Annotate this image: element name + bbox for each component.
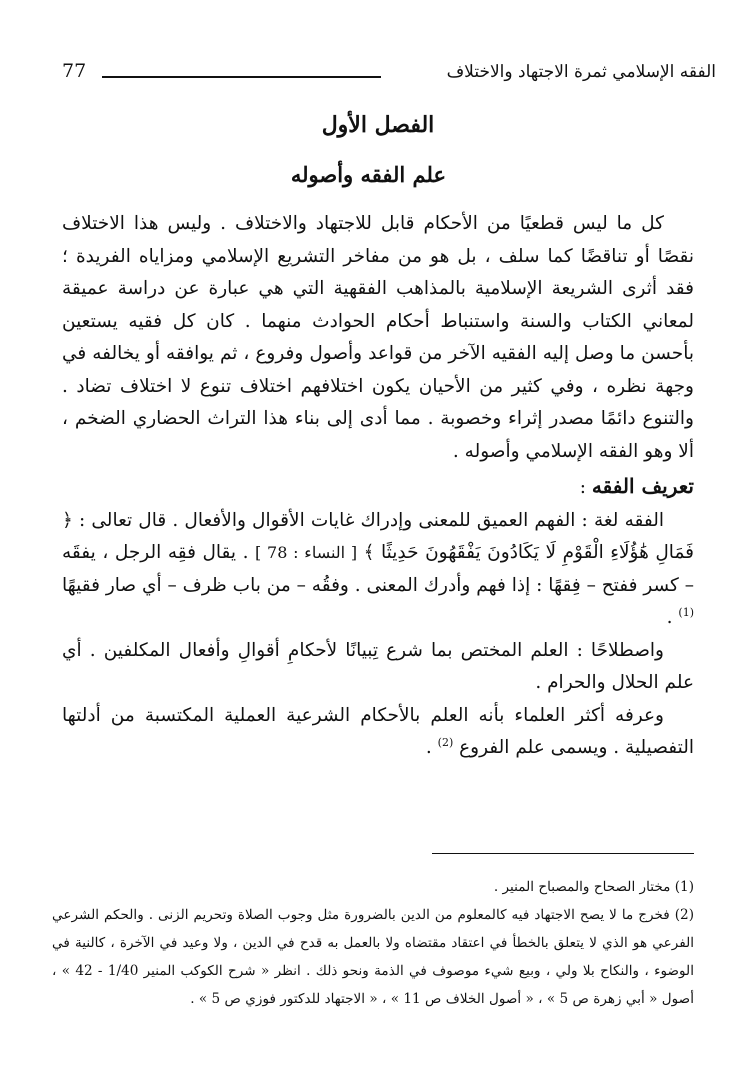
quran-verse: ﴿ فَمَالِ هَٰؤُلَاءِ الْقَوْمِ لَا يَكَادُونَ يَفْقَهُونَ حَدِيثًا ﴾ bbox=[62, 509, 694, 563]
linguistic-definition-continuation: . يقال فقِه الرجل ، يفقَه – كسر ففتح – فِقهًا : إذا فهم وأدرك المعنى . وفقُه – من باب ظرف – أي صار فقيهًا bbox=[62, 542, 694, 596]
technical-definition: واصطلاحًا : العلم المختص بما شرع تِبيانًا لأحكامِ أقوالِ وأفعال المكلفين . أي علم الحلال والحرام . bbox=[62, 639, 694, 693]
footnote-2: (2) فخرج ما لا يصح الاجتهاد فيه كالمعلوم من الدين بالضرورة مثل وجوب الصلاة وتحريم الزنى . والحكم الشرعي الفرعي هو الذي لا يتعلق بالخطأ في اعتقاد مقتضاه ولا بالعمل به قدح في الدين ، ولا وعيد في الآخرة ، كالنية في الوضوء ، والنكاح بلا ولي ، وبيع شيء موصوف في الذمة ونحو ذلك . انظر « شرح الكوكب المنير 1/40 - 42 » ، أصول « أبي زهرة ص 5 » ، « أصول الخلاف ص 11 » ، « الاجتهاد للدكتور فوزي ص 5 » . bbox=[52, 907, 694, 1007]
linguistic-definition bbox=[62, 505, 694, 635]
footnote-marker-1: (1) bbox=[678, 605, 694, 619]
page-number: 77 bbox=[62, 60, 87, 82]
chapter-title: الفصل الأول bbox=[321, 112, 435, 138]
main-text bbox=[62, 208, 694, 765]
scholars-definition-text: وعرفه أكثر العلماء بأنه العلم بالأحكام الشرعية العملية المكتسبة من أدلتها التفصيلية . ويسمى علم الفروع bbox=[62, 704, 694, 758]
scholars-definition bbox=[62, 700, 694, 765]
footnote-marker-2: (2) bbox=[437, 735, 454, 749]
header-rule bbox=[102, 76, 381, 78]
linguistic-definition-end: . bbox=[666, 607, 679, 628]
running-title: الفقه الإسلامي ثمرة الاجتهاد والاختلاف bbox=[446, 62, 716, 82]
definition-heading-line bbox=[62, 470, 694, 505]
footnote-separator bbox=[432, 853, 694, 854]
definition-heading-colon: : bbox=[579, 477, 592, 498]
definition-heading: تعريف الفقه bbox=[591, 474, 694, 498]
verse-reference: [ النساء : 78 ] bbox=[255, 543, 358, 562]
linguistic-definition-text: الفقه لغة : الفهم العميق للمعنى وإدراك غايات الأقوال والأفعال . قال تعالى : bbox=[79, 509, 664, 531]
footnotes bbox=[52, 873, 694, 1013]
section-title: علم الفقه وأصوله bbox=[290, 162, 446, 187]
footnote-1: (1) مختار الصحاح والمصباح المنير . bbox=[493, 879, 694, 895]
running-header bbox=[62, 62, 716, 90]
scholars-definition-end: . bbox=[425, 737, 438, 758]
intro-paragraph: كل ما ليس قطعيًا من الأحكام قابل للاجتهاد والاختلاف . وليس هذا الاختلاف نقصًا أو تناقضًا كما سلف ، بل هو من مفاخر التشريع الإسلامي ومزاياه الفريدة ؛ فقد أثرى الشريعة الإسلامية بالمذاهب الفقهية التي هي عبارة عن دراسة عميقة لمعاني الكتاب والسنة واستنباط أحكام الحوادث منهما . كان كل فقيه يستعين بأحسن ما وصل إليه الفقيه الآخر من قواعد وأصول وفروع ، ثم يوافقه أو يخالفه في وجهة نظره ، وفي كثير من الأحيان يكون اختلافهم اختلاف تنوع لا اختلاف تضاد . والتنوع دائمًا مصدر إثراء وخصوبة . مما أدى إلى بناء هذا التراث الحضاري الضخم ، ألا وهو الفقه الإسلامي وأصوله . bbox=[62, 213, 694, 462]
